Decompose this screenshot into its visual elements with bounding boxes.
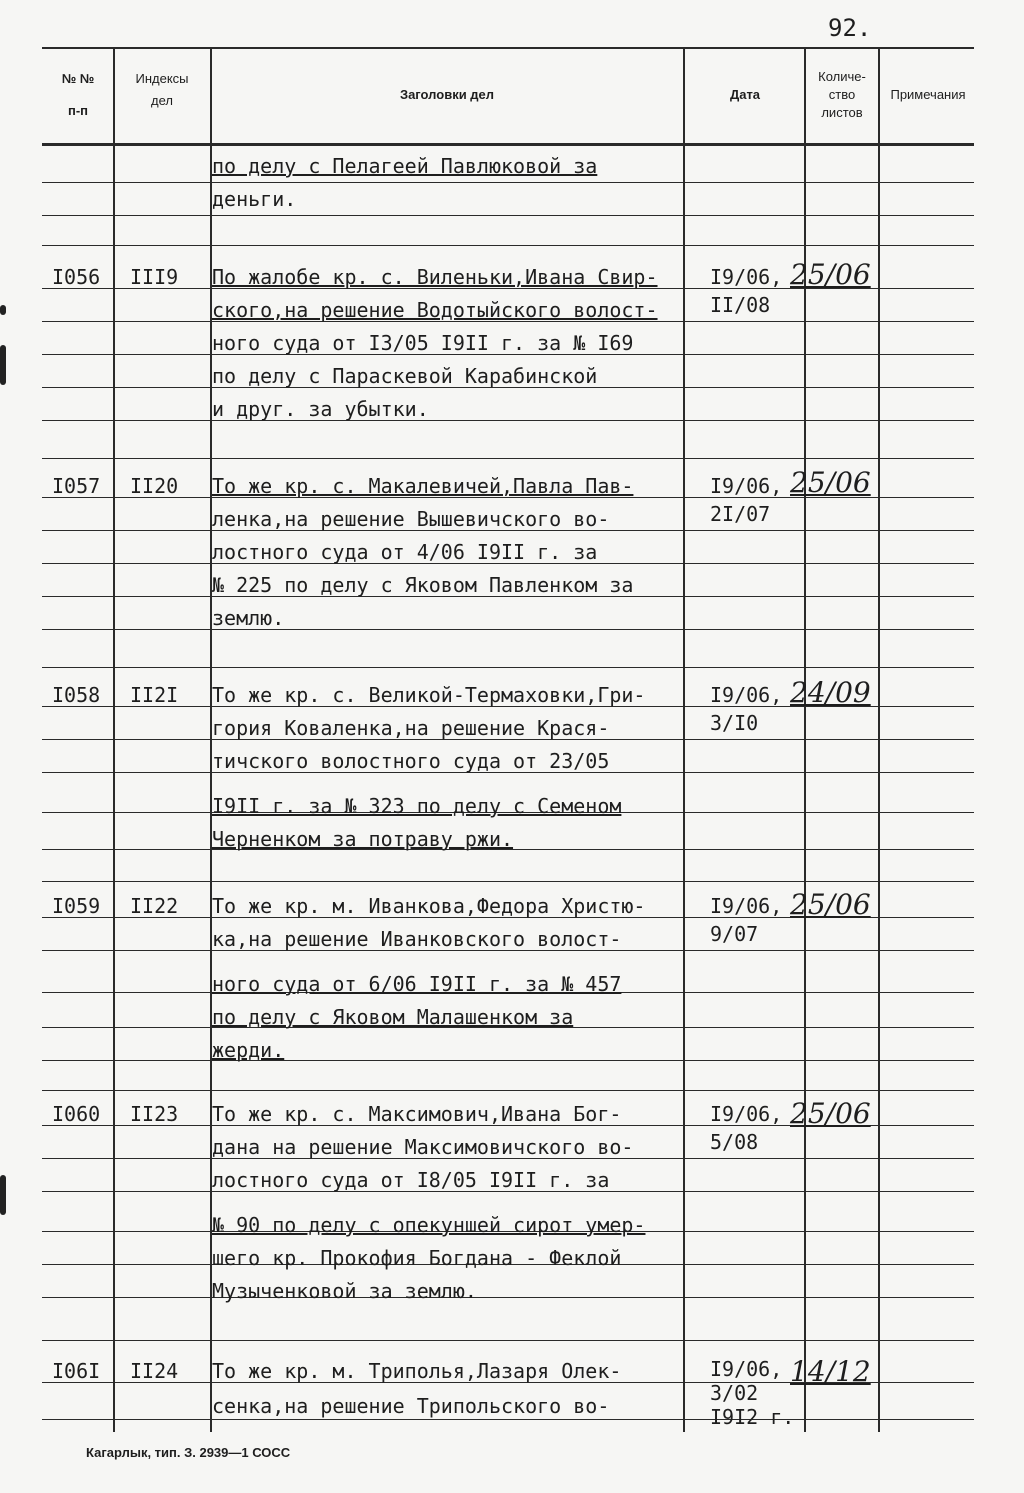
title-line: То же кр. м. Триполья,Лазаря Олек- <box>212 1359 622 1383</box>
title-line: гория Коваленка,на решение Крася- <box>212 716 610 740</box>
header-sheets-label-2: ство <box>828 87 856 102</box>
date-received: I9/06, <box>710 474 783 498</box>
record-number: I06I <box>52 1359 101 1383</box>
title-line: ка,на решение Иванковского волост- <box>212 927 622 951</box>
date-received: I9/06, <box>710 265 783 289</box>
title-line: По жалобе кр. с. Виленьки,Ивана Свир- <box>212 265 658 289</box>
record-index: II2I <box>130 683 179 707</box>
title-line: дана на решение Максимовичского во- <box>212 1135 634 1159</box>
title-line: Музыченковой за землю. <box>212 1279 477 1303</box>
title-line: То же кр. с. Максимович,Ивана Бог- <box>212 1102 622 1126</box>
record-dates <box>710 1357 794 1429</box>
title-line: То же кр. с. Макалевичей,Павла Пав- <box>212 474 634 498</box>
header-index-column <box>114 70 210 110</box>
record-index: II24 <box>130 1359 179 1383</box>
title-line: ленка,на решение Вышевичского во- <box>212 507 610 531</box>
title-line: ного суда от I3/05 I9II г. за № I69 <box>212 331 634 355</box>
record-number: I059 <box>52 894 101 918</box>
title-line: землю. <box>212 606 285 630</box>
header-title-column: Заголовки дел <box>399 87 495 102</box>
title-line: ского,на решение Водотыйского волост- <box>212 298 658 322</box>
record-number: I056 <box>52 265 101 289</box>
header-sheets-column <box>806 68 878 122</box>
scan-mark <box>0 305 6 315</box>
scan-mark <box>0 345 6 385</box>
record-dates <box>710 681 782 737</box>
header-date-column: Дата <box>729 87 761 102</box>
date-received: I9/06, <box>710 683 783 707</box>
ruled-line <box>42 881 974 882</box>
sheet-count-handwritten: 25/06 <box>790 258 871 291</box>
ruled-line <box>42 458 974 459</box>
header-sheets-label-3: листов <box>821 105 863 120</box>
date-received: I9/06, <box>710 1102 783 1126</box>
ruled-line <box>42 245 974 246</box>
ruled-line <box>42 1090 974 1091</box>
date-year: I9I2 г. <box>710 1405 795 1429</box>
title-line: шего кр. Прокофия Богдана - Феклой <box>212 1246 622 1270</box>
sheet-count-handwritten: 25/06 <box>790 1097 871 1130</box>
header-notes-column: Примечания <box>890 87 966 102</box>
title-line: по делу с Пелагеей Павлюковой за <box>212 154 598 178</box>
title-line: по делу с Параскевой Карабинской <box>212 364 598 388</box>
record-number: I058 <box>52 683 101 707</box>
title-line: сенка,на решение Трипольского во- <box>212 1394 610 1418</box>
header-sheets-label-1: Количе- <box>818 69 866 84</box>
header-number-sublabel: п-п <box>67 103 89 118</box>
title-line: жерди. <box>212 1038 285 1062</box>
title-line: То же кр. м. Иванкова,Федора Христю- <box>212 894 646 918</box>
title-line: лостного суда от I8/05 I9II г. за <box>212 1168 610 1192</box>
record-dates <box>710 1100 782 1156</box>
printer-imprint: Кагарлык, тип. З. 2939—1 СОСС <box>86 1445 291 1460</box>
date-received: I9/06, <box>710 894 783 918</box>
record-index: II20 <box>130 474 179 498</box>
title-line: № 90 по делу с опекуншей сирот умер- <box>212 1213 646 1237</box>
sheet-count-handwritten: 24/09 <box>790 676 871 709</box>
record-dates <box>710 472 782 528</box>
record-dates <box>710 892 782 948</box>
ruled-line <box>42 1340 974 1341</box>
title-line: тичского волостного суда от 23/05 <box>212 749 610 773</box>
title-line: Черненком за потраву ржи. <box>212 827 514 851</box>
header-number-column <box>44 70 112 120</box>
record-dates <box>710 263 782 319</box>
title-line: деньги. <box>212 187 297 211</box>
header-bottom-rule <box>42 143 974 146</box>
ruled-line <box>42 667 974 668</box>
record-index: II23 <box>130 1102 179 1126</box>
date-closed: 3/I0 <box>710 711 759 735</box>
title-line: и друг. за убытки. <box>212 397 429 421</box>
page-number: 92. <box>828 14 872 42</box>
title-line: ного суда от 6/06 I9II г. за № 457 <box>212 972 622 996</box>
sheet-count-handwritten: 25/06 <box>790 466 871 499</box>
header-index-label: Индексы <box>135 71 189 86</box>
header-number-label: № № <box>61 71 95 86</box>
date-closed: 2I/07 <box>710 502 771 526</box>
record-number: I057 <box>52 474 101 498</box>
title-line: № 225 по делу с Яковом Павленком за <box>212 573 634 597</box>
title-line: лостного суда от 4/06 I9II г. за <box>212 540 598 564</box>
title-line: по делу с Яковом Малашенком за <box>212 1005 574 1029</box>
date-received: I9/06, <box>710 1357 783 1381</box>
date-closed: 9/07 <box>710 922 759 946</box>
scan-mark <box>0 1175 6 1215</box>
header-index-sublabel: дел <box>151 93 173 108</box>
date-closed: 5/08 <box>710 1130 759 1154</box>
sheet-count-handwritten: 14/12 <box>790 1355 871 1388</box>
date-closed: II/08 <box>710 293 771 317</box>
sheet-count-handwritten: 25/06 <box>790 888 871 921</box>
title-line: I9II г. за № 323 по делу с Семеном <box>212 794 622 818</box>
record-index: III9 <box>130 265 179 289</box>
date-closed: 3/02 <box>710 1381 759 1405</box>
record-number: I060 <box>52 1102 101 1126</box>
title-line: То же кр. с. Великой-Термаховки,Гри- <box>212 683 646 707</box>
header-top-rule <box>42 47 974 49</box>
record-index: II22 <box>130 894 179 918</box>
